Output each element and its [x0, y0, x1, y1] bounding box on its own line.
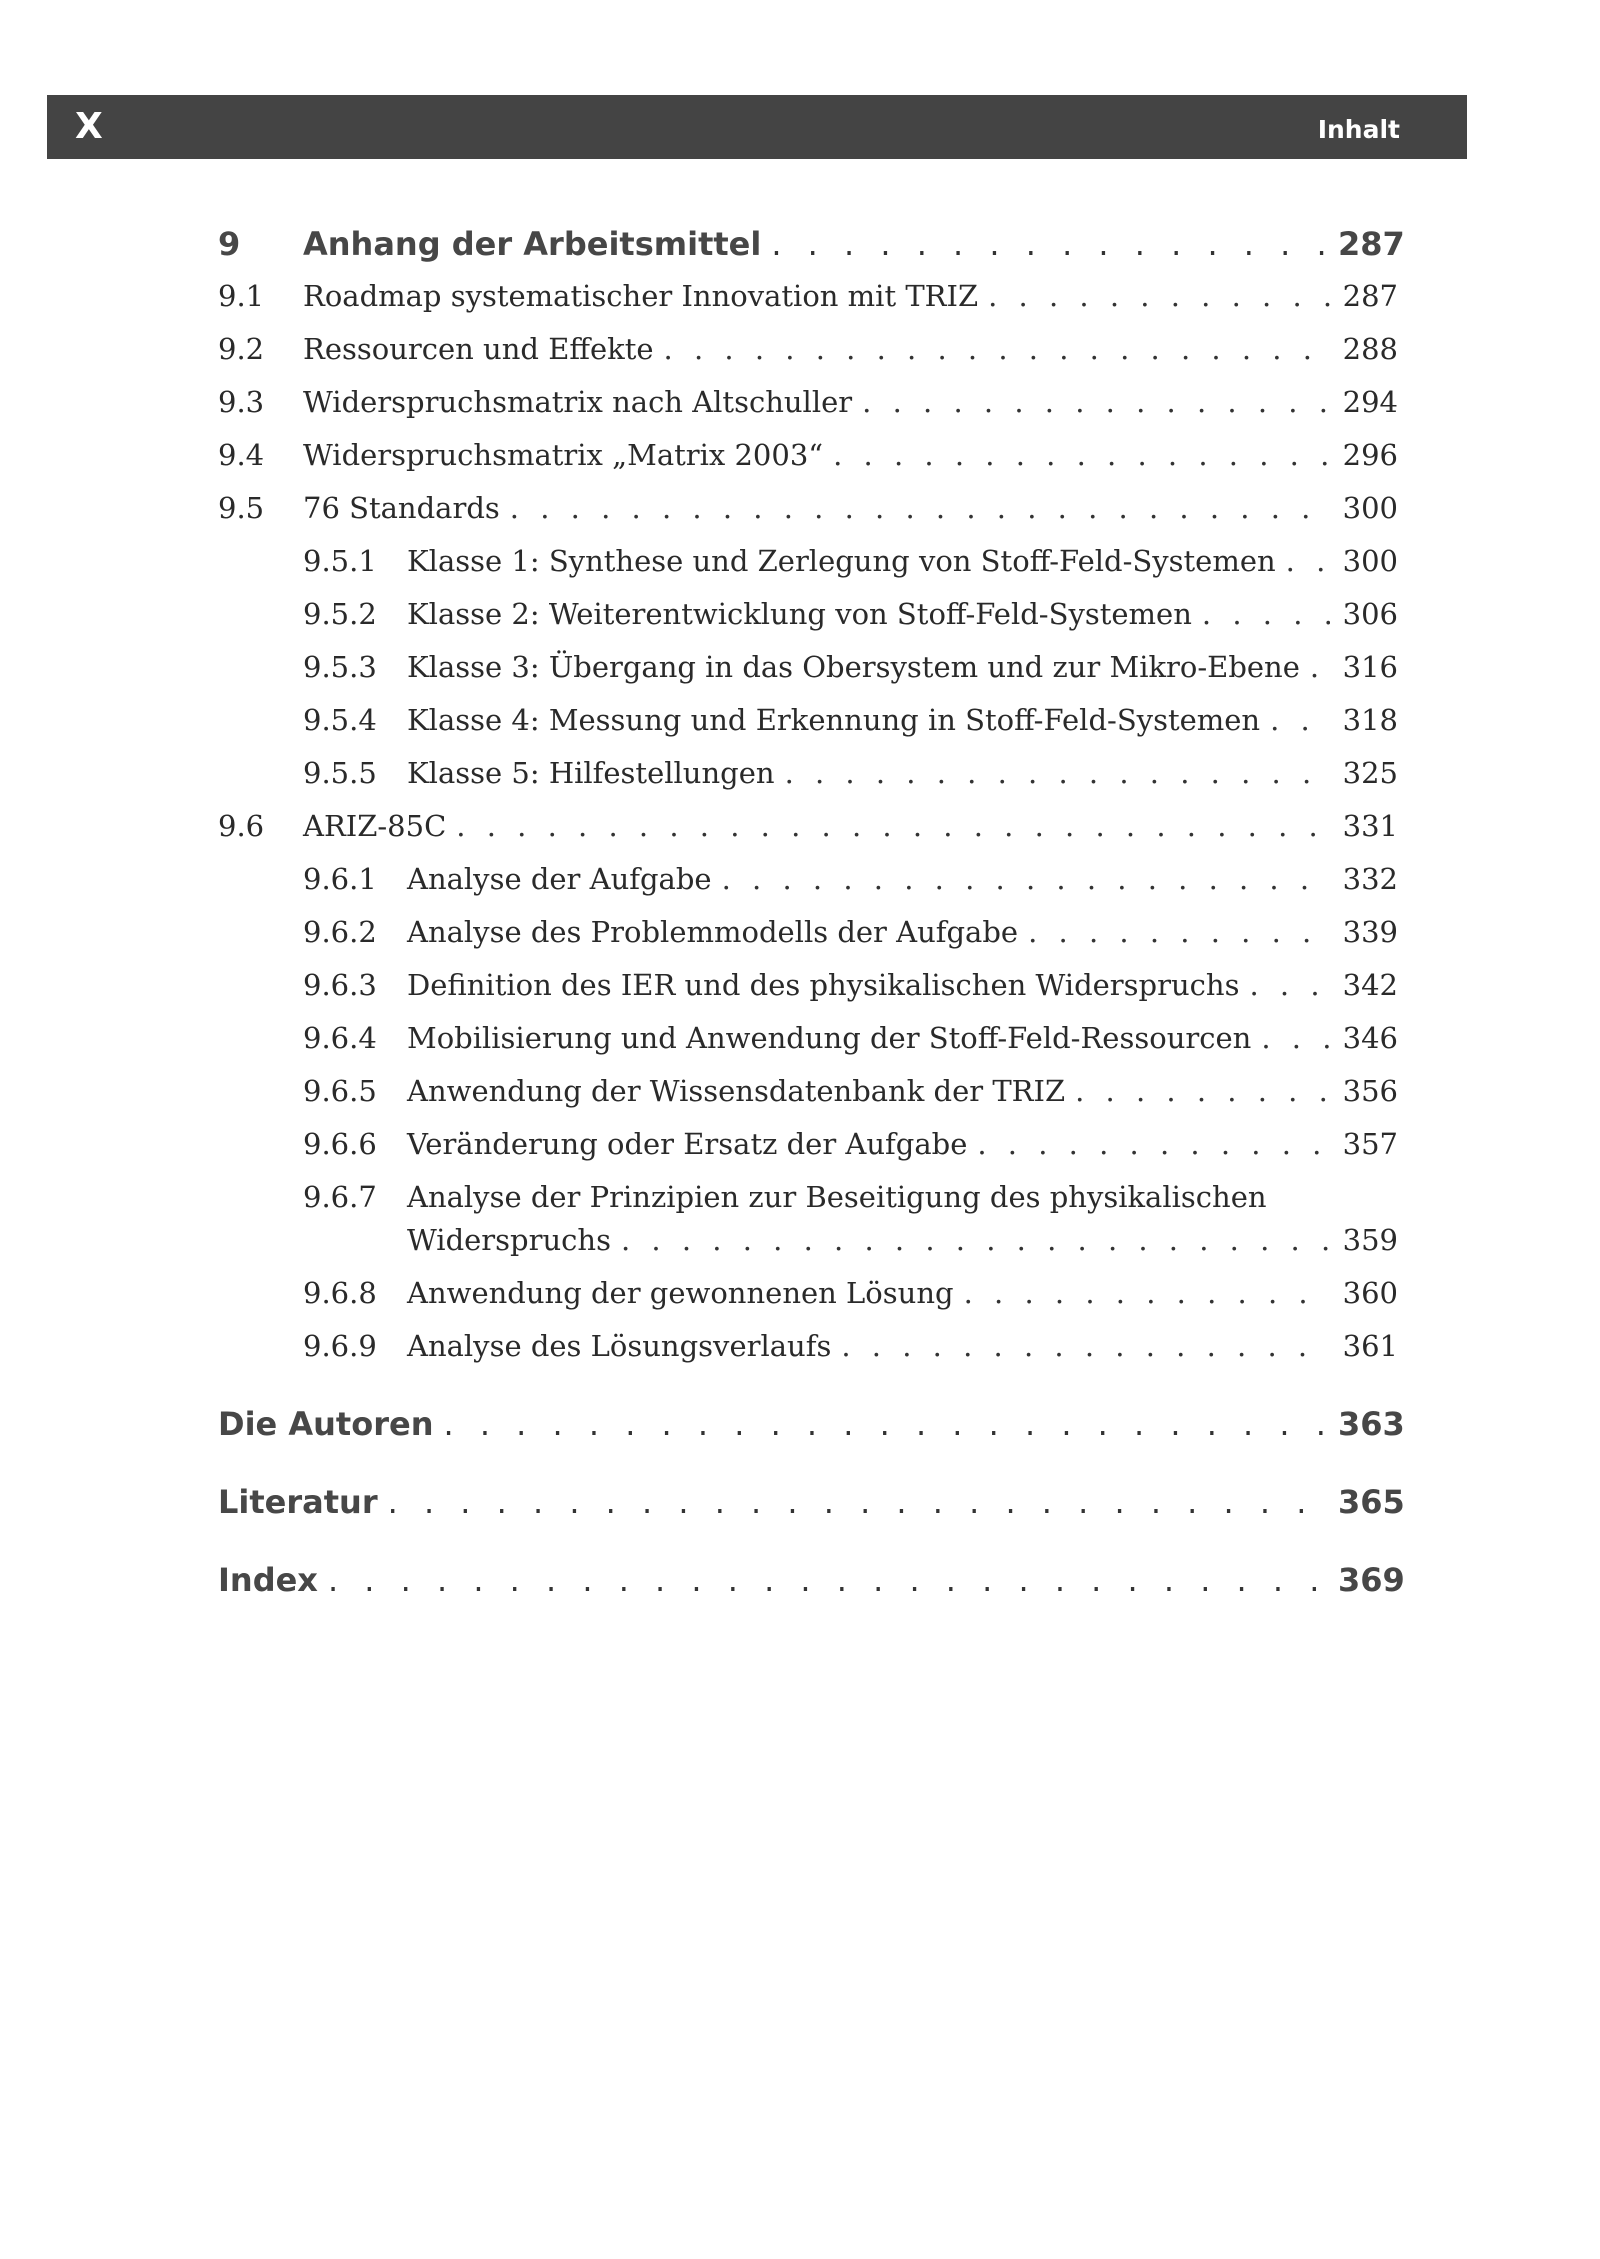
toc-entry-9-6-1[interactable]: [218, 859, 1398, 901]
leader-dots: [862, 384, 1330, 420]
toc-entry-number: 9.6.9: [303, 1329, 377, 1363]
toc-entry-9-5-4[interactable]: [218, 700, 1398, 742]
toc-entry-title: Veränderung oder Ersatz der Aufgabe: [407, 1127, 968, 1161]
toc-entry-page: 365: [1338, 1483, 1405, 1521]
toc-entry-page: 359: [1342, 1223, 1398, 1257]
toc-entry-page: 331: [1342, 809, 1398, 843]
toc-entry-number: 9.6.5: [303, 1074, 377, 1108]
toc-entry-9-4[interactable]: [218, 435, 1398, 477]
toc-entry-title: Klasse 3: Übergang in das Obersystem und zur Mikro-Ebene: [407, 650, 1300, 684]
toc-entry-page: 300: [1342, 544, 1398, 578]
toc-entry-9-5-5[interactable]: [218, 753, 1398, 795]
leader-dots: [621, 1222, 1330, 1258]
toc-entry-9-6-4[interactable]: [218, 1018, 1398, 1060]
toc-entry-9-6-5[interactable]: [218, 1071, 1398, 1113]
toc-entry-number: 9.6.8: [303, 1276, 377, 1310]
leader-dots: [456, 808, 1330, 844]
leader-dots: [664, 331, 1330, 367]
toc-entry-page: 325: [1342, 756, 1398, 790]
toc-entry-number: 9.4: [218, 438, 265, 472]
toc-entry-number: 9.1: [218, 279, 265, 313]
toc-entry-number: 9.5.3: [303, 650, 377, 684]
leader-dots: [510, 490, 1330, 526]
toc-entry-number: 9.6.4: [303, 1021, 377, 1055]
toc-entry-title-line1: Analyse der Prinzipien zur Beseitigung des physikalischen: [407, 1180, 1267, 1214]
leader-dots: [722, 861, 1330, 897]
toc-entry-page: 342: [1342, 968, 1398, 1002]
toc-entry-9-6-7-cont[interactable]: [218, 1220, 1398, 1262]
toc-entry-page: 369: [1338, 1561, 1405, 1599]
leader-dots: [1270, 702, 1330, 738]
toc-entry-page: 287: [1342, 279, 1398, 313]
toc-entry-title: Index: [218, 1561, 318, 1599]
toc-entry-number: 9: [218, 225, 241, 263]
toc-entry-title: Klasse 2: Weiterentwicklung von Stoff-Feld-Systemen: [407, 597, 1192, 631]
leader-dots: [841, 1328, 1330, 1364]
toc-entry-page: 363: [1338, 1405, 1405, 1443]
toc-entry-page: 361: [1342, 1329, 1398, 1363]
leader-dots: [1202, 596, 1330, 632]
toc-entry-title-line2: Widerspruchs: [407, 1223, 611, 1257]
toc-entry-title: Analyse des Lösungsverlaufs: [407, 1329, 832, 1363]
leader-dots: [771, 224, 1328, 264]
toc-index[interactable]: [218, 1556, 1405, 1604]
toc-entry-number: 9.5.2: [303, 597, 377, 631]
page-number: X: [75, 106, 103, 147]
toc-entry-9-1[interactable]: [218, 276, 1398, 318]
toc-entry-9-5-3[interactable]: [218, 647, 1398, 689]
toc-entry-page: 296: [1342, 438, 1398, 472]
leader-dots: [964, 1275, 1330, 1311]
toc-entry-title: Roadmap systematischer Innovation mit TRIZ: [303, 279, 979, 313]
toc-entry-page: 306: [1342, 597, 1398, 631]
toc-entry-number: 9.5.1: [303, 544, 377, 578]
toc-entry-9-6-6[interactable]: [218, 1124, 1398, 1166]
toc-entry-9-5[interactable]: [218, 488, 1398, 530]
leader-dots: [1286, 543, 1330, 579]
toc-entry-page: 357: [1342, 1127, 1398, 1161]
toc-entry-number: 9.5: [218, 491, 265, 525]
leader-dots: [1075, 1073, 1330, 1109]
toc-entry-number: 9.5.4: [303, 703, 377, 737]
toc-entry-page: 332: [1342, 862, 1398, 896]
toc-entry-9-5-1[interactable]: [218, 541, 1398, 583]
leader-dots: [833, 437, 1330, 473]
toc-entry-page: 287: [1338, 225, 1405, 263]
leader-dots: [1261, 1020, 1330, 1056]
toc-entry-9-3[interactable]: [218, 382, 1398, 424]
leader-dots: [1249, 967, 1330, 1003]
toc-entry-title: Klasse 4: Messung und Erkennung in Stoff-Feld-Systemen: [407, 703, 1261, 737]
toc-entry-title: Anwendung der gewonnenen Lösung: [407, 1276, 954, 1310]
toc-entry-title: Literatur: [218, 1483, 378, 1521]
toc-entry-page: 346: [1342, 1021, 1398, 1055]
toc-entry-title: Klasse 1: Synthese und Zerlegung von Stoff-Feld-Systemen: [407, 544, 1276, 578]
toc-entry-page: 318: [1342, 703, 1398, 737]
toc-entry-title: Ressourcen und Effekte: [303, 332, 654, 366]
toc-entry-page: 339: [1342, 915, 1398, 949]
leader-dots: [988, 278, 1330, 314]
toc-entry-title: Analyse des Problemmodells der Aufgabe: [407, 915, 1019, 949]
toc-entry-9-6-7[interactable]: [218, 1177, 1398, 1219]
toc-entry-number: 9.3: [218, 385, 265, 419]
toc-entry-number: 9.6.6: [303, 1127, 377, 1161]
toc-entry-9-6-3[interactable]: [218, 965, 1398, 1007]
toc-entry-page: 356: [1342, 1074, 1398, 1108]
toc-entry-title: Die Autoren: [218, 1405, 434, 1443]
toc-entry-number: 9.5.5: [303, 756, 377, 790]
toc-entry-title: Klasse 5: Hilfestellungen: [407, 756, 775, 790]
toc-entry-title: Widerspruchsmatrix nach Altschuller: [303, 385, 853, 419]
toc-entry-title: Mobilisierung und Anwendung der Stoff-Feld-Ressourcen: [407, 1021, 1252, 1055]
toc-entry-title: 76 Standards: [303, 491, 500, 525]
toc-entry-title: Analyse der Aufgabe: [407, 862, 712, 896]
toc-entry-9-6-8[interactable]: [218, 1273, 1398, 1315]
toc-die-autoren[interactable]: [218, 1400, 1405, 1448]
toc-entry-title: ARIZ-85C: [303, 809, 447, 843]
toc-entry-title: Widerspruchsmatrix „Matrix 2003“: [303, 438, 824, 472]
toc-entry-page: 288: [1342, 332, 1398, 366]
toc-entry-page: 360: [1342, 1276, 1398, 1310]
toc-entry-page: 300: [1342, 491, 1398, 525]
toc-entry-page: 316: [1342, 650, 1398, 684]
toc-entry-9-6-2[interactable]: [218, 912, 1398, 954]
toc-entry-page: 294: [1342, 385, 1398, 419]
toc-entry-title: Anhang der Arbeitsmittel: [303, 225, 762, 263]
toc-entry-9-5-2[interactable]: [218, 594, 1398, 636]
toc-chapter-9[interactable]: [218, 220, 1405, 268]
leader-dots: [388, 1482, 1328, 1522]
toc-entry-number: 9.2: [218, 332, 265, 366]
leader-dots: [977, 1126, 1330, 1162]
toc-entry-9-2[interactable]: [218, 329, 1398, 371]
toc-entry-9-6[interactable]: [218, 806, 1398, 848]
toc-entry-title: Definition des IER und des physikalischen Widerspruchs: [407, 968, 1240, 1002]
leader-dots: [328, 1560, 1328, 1600]
leader-dots: [443, 1404, 1328, 1444]
leader-dots: [1310, 649, 1330, 685]
running-header: [47, 95, 1467, 159]
leader-dots: [1028, 914, 1330, 950]
toc-entry-number: 9.6.3: [303, 968, 377, 1002]
toc-entry-number: 9.6: [218, 809, 265, 843]
toc-entry-title: Anwendung der Wissensdatenbank der TRIZ: [407, 1074, 1066, 1108]
toc-entry-number: 9.6.7: [303, 1180, 377, 1214]
toc-entry-9-6-9[interactable]: [218, 1326, 1398, 1368]
toc-entry-number: 9.6.2: [303, 915, 377, 949]
toc-entry-number: 9.6.1: [303, 862, 377, 896]
leader-dots: [785, 755, 1330, 791]
toc-literatur[interactable]: [218, 1478, 1405, 1526]
running-section-title: Inhalt: [1317, 115, 1400, 144]
